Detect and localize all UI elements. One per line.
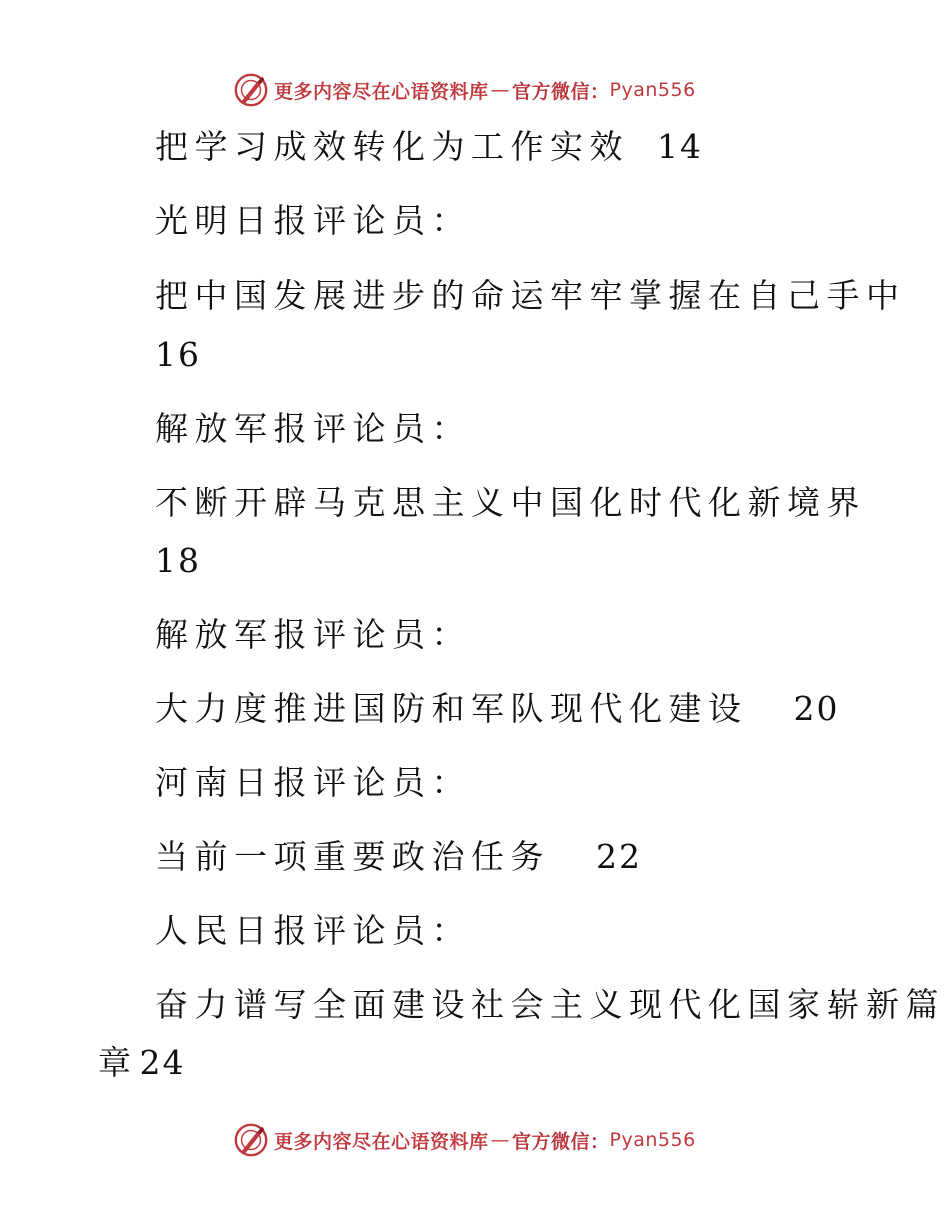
toc-line [0, 985, 950, 1025]
watermark-footer [232, 1120, 696, 1160]
toc-author: 人民日报评论员： [155, 911, 471, 950]
toc-page-number: 16 [155, 335, 201, 374]
toc-page-number: 24 [139, 1043, 186, 1082]
toc-author: 光明日报评论员： [155, 201, 471, 240]
toc-author: 河南日报评论员： [155, 763, 471, 802]
watermark-header [232, 70, 696, 110]
toc-page-number: 22 [596, 837, 642, 876]
toc-line [0, 483, 950, 523]
toc-line [0, 409, 950, 449]
watermark-account: Pyan556 [609, 79, 696, 101]
toc-title: 奋力谱写全面建设社会主义现代化国家崭新篇 [155, 985, 945, 1024]
watermark-account: Pyan556 [609, 1129, 696, 1151]
watermark-label: 官方微信： [512, 80, 610, 103]
toc-line [0, 201, 950, 241]
watermark-text: 更多内容尽在心语资料库 [274, 80, 489, 103]
toc-title: 把中国发展进步的命运牢牢掌握在自己手中 [155, 276, 906, 315]
toc-author: 解放军报评论员： [155, 615, 471, 654]
watermark-text: 更多内容尽在心语资料库 [274, 1130, 489, 1153]
toc-title: 大力度推进国防和军队现代化建设 [155, 689, 748, 728]
watermark-separator: — [490, 79, 511, 101]
watermark-separator: — [490, 1129, 511, 1151]
toc-line [0, 541, 950, 581]
toc-line [0, 837, 950, 877]
toc-title: 不断开辟马克思主义中国化时代化新境界 [155, 483, 866, 522]
toc-line [0, 276, 950, 316]
pen-logo-icon [232, 1121, 270, 1159]
toc-line [0, 763, 950, 803]
toc-line [0, 615, 950, 655]
pen-logo-icon [232, 71, 270, 109]
toc-author: 解放军报评论员： [155, 409, 471, 448]
toc-page-number: 18 [155, 541, 201, 580]
toc-line [0, 689, 950, 729]
toc-line [0, 127, 950, 167]
toc-line [0, 1043, 950, 1083]
toc-page-number: 20 [793, 689, 840, 728]
toc-title-continued: 章 [98, 1043, 138, 1082]
toc-title: 当前一项重要政治任务 [155, 837, 550, 876]
watermark-label: 官方微信： [512, 1130, 610, 1153]
toc-page-number: 14 [657, 127, 703, 166]
toc-line [0, 335, 950, 375]
toc-line [0, 911, 950, 951]
toc-title: 把学习成效转化为工作实效 [155, 127, 629, 166]
